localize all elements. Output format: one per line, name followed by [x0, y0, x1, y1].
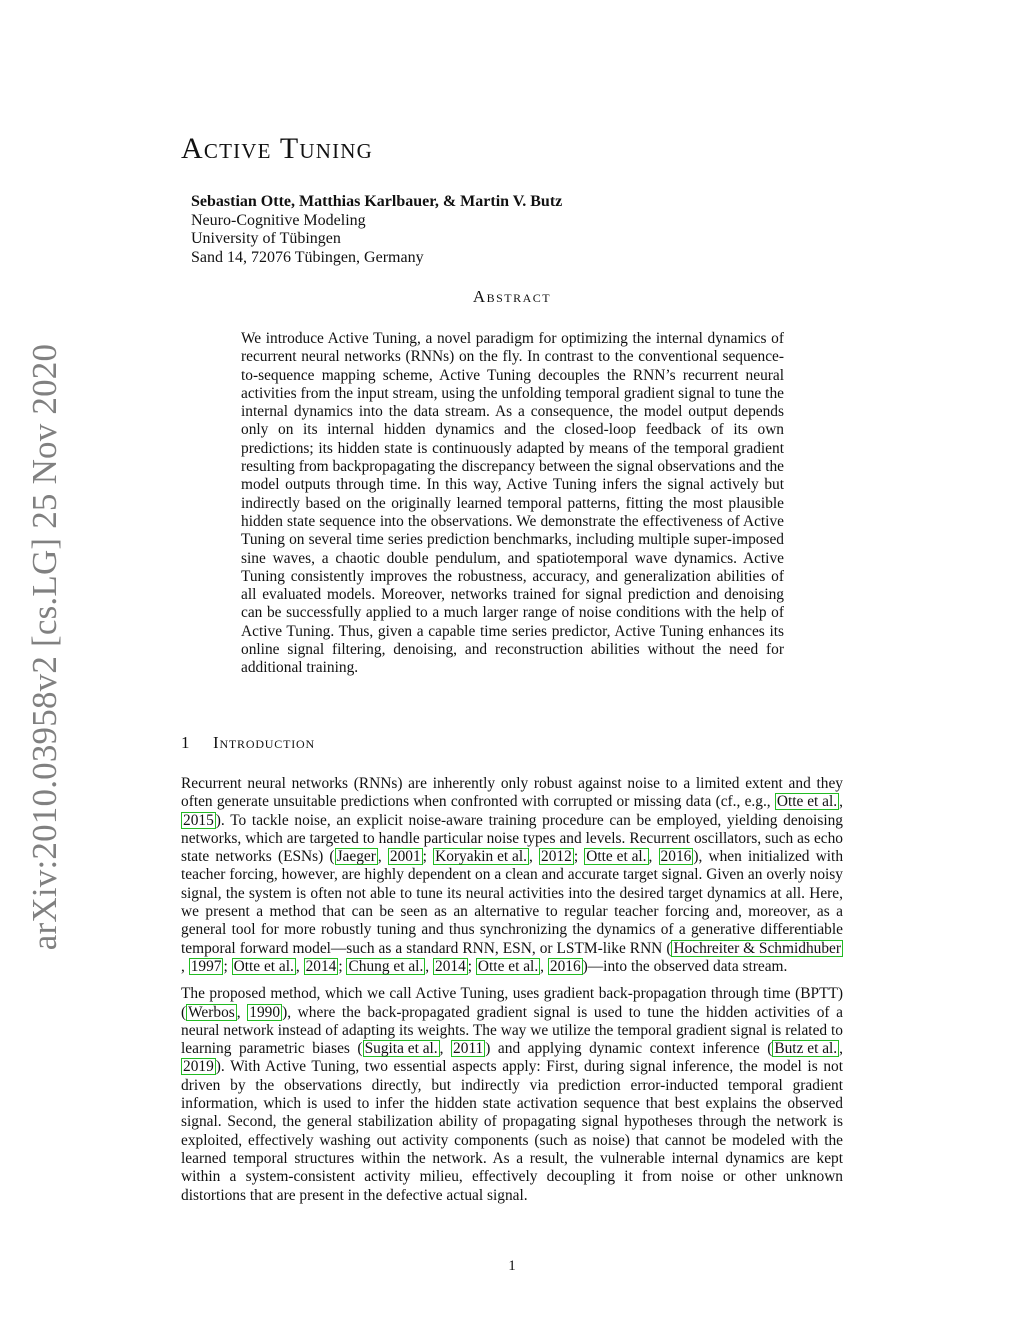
paragraph-1: Recurrent neural networks (RNNs) are inherently only robust against noise to a limited extent and they often generate unsuitable predictions when confronted with corrupted or missing data (cf., e.g., Otte et al. , 2015 ). To tackle noise, an explicit noise-aware training procedure can be employed, yielding denoising networks, which are targeted to handle particular noise types and levels. Recurrent oscillators, such as echo state networks (ESNs) ( Jaeger , 2001 ; Koryakin et al. , 2012 ; Otte et al. , 2016 ), when initialized with teacher forcing, however, are highly dependent on a clean and accurate target signal. Given an overly noisy signal, the system is often not able to tune its neural activities into the desired target dynamics at all. Here, we present a method that can be seen as an alternative to regular teacher forcing and, moreover, as a general tool for more robustly tuning and thus synchronizing the dynamics of a generative differentiable temporal forward model—such as a standard RNN, ESN, or LSTM-like RNN ( Hochreiter & Schmidhuber, 1997 ; Otte et al. , 2014 ; Chung et al. , 2014 ; Otte et al. , 2016 )—into the observed data stream. — [181, 775, 844, 975]
paper-title: Active Tuning — [181, 132, 374, 165]
citation-link[interactable]: Werbos — [188, 1003, 235, 1021]
citation-year-link[interactable]: 2014 — [435, 957, 466, 975]
author-block — [191, 193, 562, 267]
arxiv-sidebar — [0, 345, 90, 950]
citation-year-link[interactable]: 2014 — [305, 957, 337, 975]
citation-link[interactable]: Otte et al. — [233, 957, 294, 975]
abstract-heading: Abstract — [472, 287, 552, 306]
citation-year-link[interactable]: 1990 — [249, 1003, 281, 1021]
affiliation-address: Sand 14, 72076 Tübingen, Germany — [191, 248, 424, 266]
citation-year-link[interactable]: 2011 — [453, 1040, 484, 1058]
citation-link[interactable]: Otte et al. — [477, 957, 539, 975]
citation-link[interactable]: Sugita et al. — [364, 1040, 438, 1058]
affiliation-university: University of Tübingen — [191, 230, 341, 247]
citation-year-link[interactable]: 1997 — [190, 957, 222, 975]
arxiv-identifier: arXiv:2010.03958v2 [cs.LG] 25 Nov 2020 — [25, 343, 64, 951]
citation-year-link[interactable]: 2012 — [541, 848, 572, 866]
citation-link[interactable]: Otte et al. — [776, 793, 838, 811]
citation-year-link[interactable]: 2015 — [183, 811, 214, 829]
paragraph-2: The proposed method, which we call Active Tuning, uses gradient back-propagation through time (BPTT) ( Werbos , 1990 ), where the back-propagated gradient signal is used to tune the hidden activities of a neural network instead of adapting its weights. The way we utilize the temporal gradient signal is related to learning parametric biases ( Sugita et al. , 2011 ) and applying dynamic context inference ( Butz et al. , 2019 ). With Active Tuning, two essential aspects apply: First, during signal inference, the model is not driven by the observations directly, but indirectly via prediction error-inducted temporal gradient information, which is used to infer the hidden state activation sequence that best explains the observed signal. Second, the general stabilization ability of propagating signal hypotheses through the network is exploited, effectively washing out activity components (such as noise) that cannot be modeled with the learned temporal structures within the network. As a result, the vulnerable internal dynamics are kept within a system-consistent activity milieu, effectively decoupling it from noise or other unknown distortions that are present in the defective actual signal. — [181, 985, 844, 1204]
section-heading-introduction — [181, 733, 315, 753]
author-names: Sebastian Otte, Matthias Karlbauer, & Martin V. Butz — [191, 193, 563, 210]
citation-year-link[interactable]: 2016 — [660, 848, 692, 866]
abstract-text: We introduce Active Tuning, a novel paradigm for optimizing the internal dynamics of recurrent neural networks (RNNs) on the fly. In contrast to the conventional sequence-to-sequence mapping scheme, Active Tuning decouples the RNN’s recurrent neural activities from the input stream, using the unfolding temporal gradient signal to tune the internal dynamics into the data stream. As a consequence, the model output depends only on its internal hidden dynamics and the closed-loop feedback of its own predictions; its hidden state is continuously adapted by means of the temporal gradient resulting from backpropagating the discrepancy between the signal observations and the model outputs through time. In this way, Active Tuning infers the signal actively but indirectly based on the originally learned temporal patterns, fitting the most plausible hidden state sequence into the observations. We demonstrate the effectiveness of Active Tuning on several time series prediction benchmarks, including multiple super-imposed sine waves, a chaotic double pendulum, and spatiotemporal wave dynamics. Active Tuning consistently improves the robustness, accuracy, and generalization abilities of all evaluated models. Moreover, networks trained for signal prediction and denoising can be successfully applied to a much larger range of noise conditions with the help of Active Tuning. Thus, given a capable time series predictor, Active Tuning enhances its online signal filtering, denoising, and reconstruction abilities without the need for additional training. — [241, 330, 784, 677]
page-number: 1 — [508, 1258, 516, 1274]
citation-link[interactable]: Butz et al. — [774, 1040, 838, 1058]
affiliation-department: Neuro-Cognitive Modeling — [191, 211, 366, 229]
citation-year-link[interactable]: 2016 — [549, 957, 581, 975]
citation-link[interactable]: Otte et al. — [586, 848, 647, 866]
citation-year-link[interactable]: 2001 — [389, 848, 421, 866]
citation-link[interactable]: Chung et al. — [348, 957, 424, 975]
citation-link[interactable]: Jaeger — [336, 848, 376, 866]
citation-year-link[interactable]: 2019 — [183, 1058, 214, 1076]
introduction-body — [181, 775, 843, 1205]
section-number: 1 — [181, 733, 191, 752]
section-title: Introduction — [213, 733, 315, 752]
citation-link[interactable]: Hochreiter & Schmidhuber — [673, 939, 841, 957]
citation-link[interactable]: Koryakin et al. — [435, 848, 528, 866]
